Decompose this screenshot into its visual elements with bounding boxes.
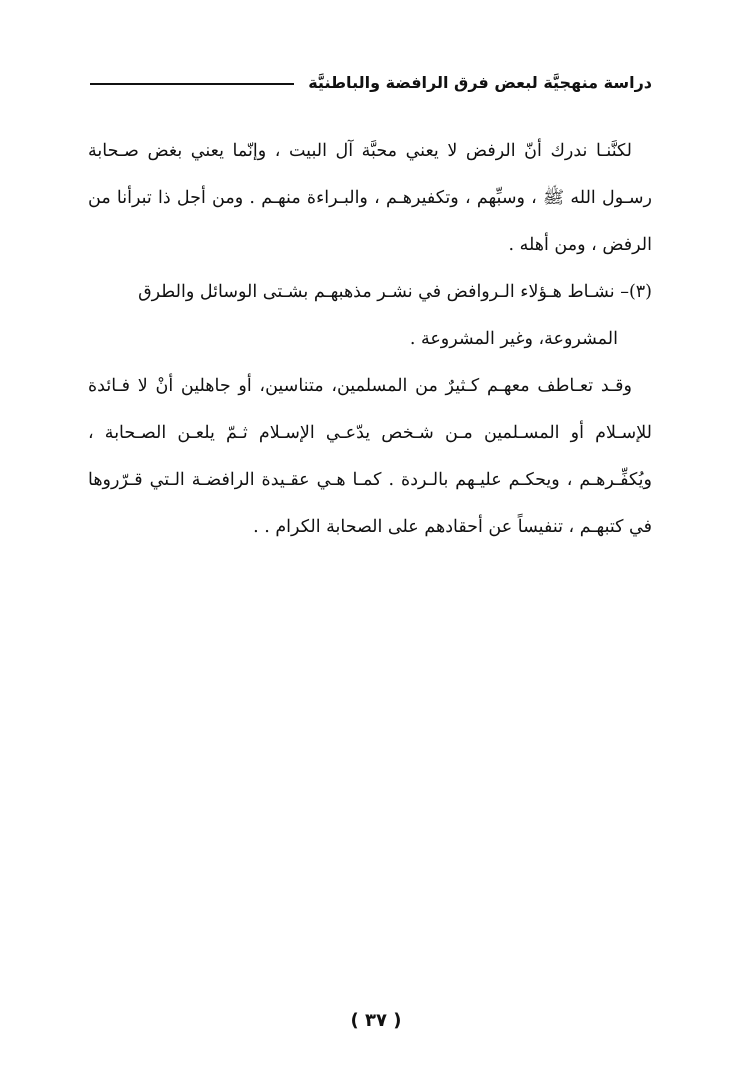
paragraph-2-continuation: المشروعة، وغير المشروعة .: [409, 329, 618, 349]
page-number: ( ٣٧ ): [350, 1010, 402, 1031]
header-title: دراسة منهجيَّة لبعض فرق الرافضة والباطنيَّة: [308, 72, 652, 92]
running-header: [90, 62, 652, 102]
paragraph-1: لكنَّنـا ندرك أنّ الرفض لا يعني محبَّة آل البيت ، وإنّما يعني بغض صـحابة رسـول الله ﷺ ، وسبِّهم ، وتكفيرهـم ، والبـراءة منهـم . ومن أجل ذا تبرأنا من الرفض ، ومن أهله .: [88, 141, 652, 255]
paragraph-2-text: نشـاط هـؤلاء الـروافض في نشـر مذهبهـم بشـتى الوسائل والطرق: [138, 282, 615, 302]
paragraph-3: وقـد تعـاطف معهـم كـثيرٌ من المسلمين، متناسين، أو جاهلين أنْ لا فـائدة للإسـلام أو المسـلمين مـن شـخص يدّعـي الإسـلام ثـمّ يلعـن الصـحابة ، ويُكفِّـرهـم ، ويحكـم عليـهم بالـردة . كمـا هـي عقـيدة الرافضـة الـتي قـرّروها في كتبهـم ، تنفيساً عن أحقادهم على الصحابة الكرام . .: [88, 376, 652, 537]
body-text: [88, 128, 652, 551]
paragraph-2: [88, 269, 652, 316]
list-number: (٣)–: [620, 282, 652, 302]
header-rule: [90, 83, 294, 85]
